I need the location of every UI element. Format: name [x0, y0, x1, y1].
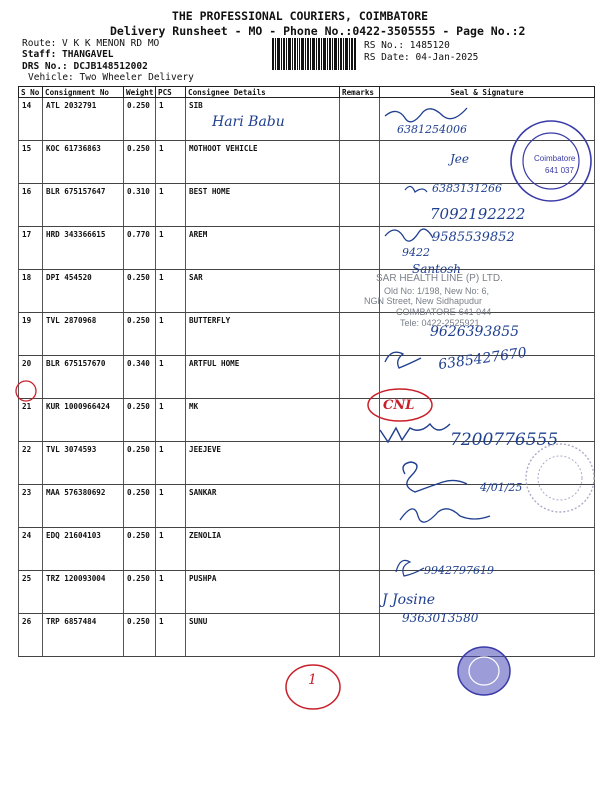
handwritten-phone-20: 6385427670 [437, 344, 528, 374]
handwritten-phone-14: 6381254006 [397, 123, 467, 136]
cell-pcs: 1 [156, 485, 186, 528]
handwritten-date-23: 4/01/25 [480, 481, 523, 494]
cell-pcs: 1 [156, 184, 186, 227]
cell-consignee: ARTFUL HOME [186, 356, 340, 399]
handwritten-phone-25: 9942797619 [424, 564, 494, 577]
handwritten-signature-17b: 9422 [402, 246, 430, 259]
cell-consignment: MAA 576380692 [43, 485, 124, 528]
cell-consignment: EDQ 21604103 [43, 528, 124, 571]
cell-remarks [340, 528, 380, 571]
cell-consignment: KOC 61736863 [43, 141, 124, 184]
col-header-pcs: PCS [156, 87, 186, 98]
page-circle-number: 1 [308, 672, 317, 688]
cell-pcs: 1 [156, 442, 186, 485]
cell-consignee: ZENOLIA [186, 528, 340, 571]
col-header-consignment: Consignment No [43, 87, 124, 98]
cell-weight: 0.250 [124, 399, 156, 442]
cell-consignment: ATL 2032791 [43, 98, 124, 141]
cell-sno: 25 [19, 571, 43, 614]
cell-consignment: TVL 2870968 [43, 313, 124, 356]
cell-remarks [340, 313, 380, 356]
cell-weight: 0.340 [124, 356, 156, 399]
table-row [19, 614, 595, 657]
cell-pcs: 1 [156, 98, 186, 141]
handwritten-signature-26: J Josine [382, 592, 436, 608]
col-header-sno: S No [19, 87, 43, 98]
staff-label: Staff: THANGAVEL [22, 49, 114, 60]
cell-consignee: SIB [186, 98, 340, 141]
cell-remarks [340, 485, 380, 528]
col-header-signature: Seal & Signature [380, 87, 595, 98]
table-row [19, 141, 595, 184]
cell-pcs: 1 [156, 270, 186, 313]
cell-weight: 0.250 [124, 313, 156, 356]
sar-stamp-line-2: Old No: 1/198, New No: 6, [384, 286, 490, 296]
cell-sno: 20 [19, 356, 43, 399]
cell-pcs: 1 [156, 399, 186, 442]
cell-consignment: DPI 454520 [43, 270, 124, 313]
table-header-row [19, 87, 595, 98]
cell-remarks [340, 270, 380, 313]
rs-date: RS Date: 04-Jan-2025 [364, 52, 479, 63]
cell-remarks [340, 227, 380, 270]
sar-stamp-line-4: COIMBATORE-641 044 [396, 307, 492, 317]
table-row [19, 98, 595, 141]
cell-consignee: SUNU [186, 614, 340, 657]
cell-remarks [340, 184, 380, 227]
cell-weight: 0.770 [124, 227, 156, 270]
cell-remarks [340, 571, 380, 614]
muthoot-stamp-pin: 641 037 [545, 166, 574, 175]
cell-pcs: 1 [156, 614, 186, 657]
cell-pcs: 1 [156, 313, 186, 356]
col-header-weight: Weight [124, 87, 156, 98]
cell-weight: 0.250 [124, 614, 156, 657]
cell-consignee: PUSHPA [186, 571, 340, 614]
rs-number: RS No.: 1485120 [364, 40, 450, 51]
cell-consignee: SANKAR [186, 485, 340, 528]
cell-weight: 0.250 [124, 141, 156, 184]
cell-sno: 14 [19, 98, 43, 141]
barcode-image [272, 38, 356, 70]
cancel-mark-21: CNL [383, 398, 415, 413]
cell-weight: 0.250 [124, 528, 156, 571]
muthoot-stamp-city: Coimbatore [534, 154, 576, 163]
cell-sno: 18 [19, 270, 43, 313]
cell-remarks [340, 399, 380, 442]
handwritten-phone-19: 9626393855 [430, 324, 520, 340]
cell-sno: 21 [19, 399, 43, 442]
cell-weight: 0.250 [124, 270, 156, 313]
drs-number: DRS No.: DCJB148512002 [22, 61, 148, 72]
cell-pcs: 1 [156, 356, 186, 399]
handwritten-phone-16b: 7092192222 [430, 205, 526, 223]
sar-stamp-line-3: NGN Street, New Sidhapudur [364, 296, 483, 306]
cell-remarks [340, 98, 380, 141]
handwritten-phone-17: 9585539852 [432, 230, 515, 245]
cell-consignee: MK [186, 399, 340, 442]
company-title: THE PROFESSIONAL COURIERS, COIMBATORE [171, 9, 429, 23]
cell-sno: 16 [19, 184, 43, 227]
col-header-remarks: Remarks [340, 87, 380, 98]
handwritten-phone-16: 6383131266 [432, 182, 502, 195]
route-label: Route: V K K MENON RD MO [22, 38, 160, 49]
table-row [19, 528, 595, 571]
handwritten-phone-22: 7200776555 [450, 430, 559, 450]
table-row [19, 571, 595, 614]
cell-consignment: BLR 675157670 [43, 356, 124, 399]
cell-consignment: HRD 343366615 [43, 227, 124, 270]
cell-sno: 15 [19, 141, 43, 184]
vehicle-label: Vehicle: Two Wheeler Delivery [28, 72, 194, 83]
cell-consignee: MOTHOOT VEHICLE [186, 141, 340, 184]
cell-consignment: TRZ 120093004 [43, 571, 124, 614]
sar-stamp-line-5: Tele: 0422-2525921 [400, 318, 480, 328]
cell-remarks [340, 356, 380, 399]
runsheet-table [18, 86, 595, 657]
cell-weight: 0.250 [124, 442, 156, 485]
handwritten-phone-26: 9363013580 [402, 611, 479, 625]
cell-sno: 26 [19, 614, 43, 657]
cell-pcs: 1 [156, 571, 186, 614]
cell-remarks [340, 614, 380, 657]
cell-weight: 0.310 [124, 184, 156, 227]
table-row [19, 270, 595, 313]
cell-sno: 19 [19, 313, 43, 356]
cell-consignment: KUR 1000966424 [43, 399, 124, 442]
cell-consignment: TRP 6857484 [43, 614, 124, 657]
cell-weight: 0.250 [124, 98, 156, 141]
cell-consignment: BLR 675157647 [43, 184, 124, 227]
handwritten-name-14: Hari Babu [212, 114, 285, 130]
cell-pcs: 1 [156, 227, 186, 270]
runsheet-subtitle: Delivery Runsheet - MO - Phone No.:0422-3505555 - Page No.:2 [110, 24, 526, 38]
cell-remarks [340, 442, 380, 485]
cell-weight: 0.250 [124, 571, 156, 614]
cell-consignee: BUTTERFLY [186, 313, 340, 356]
cell-consignee: JEEJEVE [186, 442, 340, 485]
handwritten-signature-18: Santosh [412, 262, 462, 276]
cell-sno: 24 [19, 528, 43, 571]
cell-sno: 22 [19, 442, 43, 485]
col-header-consignee: Consignee Details [186, 87, 340, 98]
cell-weight: 0.250 [124, 485, 156, 528]
cell-consignee: SAR [186, 270, 340, 313]
cell-consignee: BEST HOME [186, 184, 340, 227]
cell-remarks [340, 141, 380, 184]
cell-pcs: 1 [156, 528, 186, 571]
sar-stamp-line-1: SAR HEALTH LINE (P) LTD. [376, 273, 503, 284]
cell-consignee: AREM [186, 227, 340, 270]
cell-sno: 17 [19, 227, 43, 270]
cell-pcs: 1 [156, 141, 186, 184]
handwritten-signature-15: Jee [450, 152, 470, 166]
cell-sno: 23 [19, 485, 43, 528]
cell-consignment: TVL 3074593 [43, 442, 124, 485]
